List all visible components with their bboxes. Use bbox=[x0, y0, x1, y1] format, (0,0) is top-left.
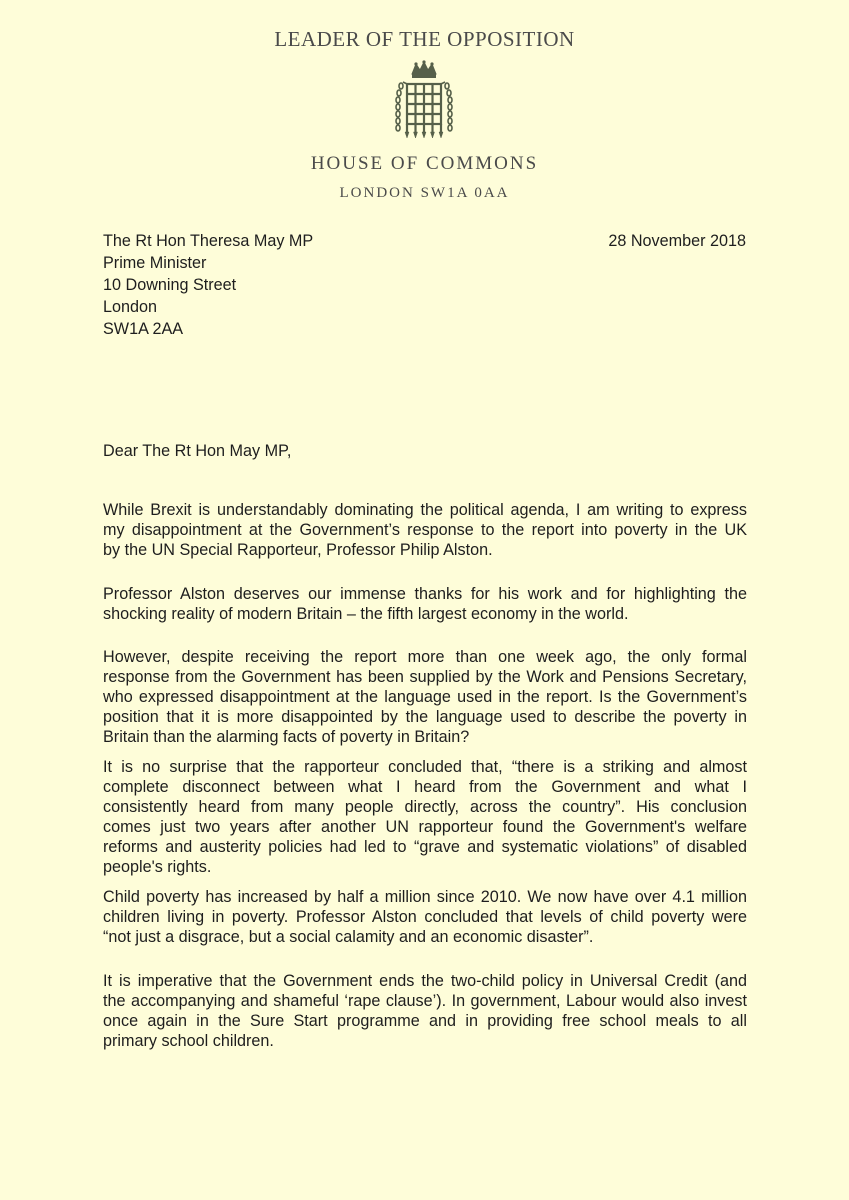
paragraph bbox=[103, 971, 747, 1051]
paragraph-line: shocking reality of modern Britain – the fifth largest economy in the world. bbox=[103, 605, 629, 623]
paragraph-line: my disappointment at the Government’s response to the report into poverty in the UK bbox=[103, 521, 747, 539]
paragraph-line: Child poverty has increased by half a million since 2010. We now have over 4.1 million bbox=[103, 888, 747, 906]
paragraph bbox=[103, 500, 747, 560]
paragraph bbox=[103, 584, 747, 624]
paragraph-line: “not just a disgrace, but a social calamity and an economic disaster”. bbox=[103, 928, 594, 946]
paragraph-line: who expressed disappointment at the language used in the report. Is the Government’s bbox=[103, 688, 747, 706]
paragraph-line: While Brexit is understandably dominating the political agenda, I am writing to express bbox=[103, 501, 747, 519]
paragraph-line: reforms and austerity policies had led to “grave and systematic violations” of disabled bbox=[103, 838, 747, 856]
recipient-city: London bbox=[103, 298, 158, 316]
paragraph-line: complete disconnect between what I heard from the Government and what I bbox=[103, 778, 747, 796]
paragraph-line: children living in poverty. Professor Alston concluded that levels of child poverty were bbox=[103, 908, 747, 926]
paragraph-line: position that it is more disappointed by the language used to describe the poverty in bbox=[103, 708, 747, 726]
paragraph-line: It is no surprise that the rapporteur concluded that, “there is a striking and almost bbox=[103, 758, 747, 776]
paragraph-line: consistently heard from many people directly, across the country”. His conclusion bbox=[103, 798, 747, 816]
paragraph-line: response from the Government has been supplied by the Work and Pensions Secretary, bbox=[103, 668, 747, 686]
paragraph-line: Britain than the alarming facts of poverty in Britain? bbox=[103, 728, 470, 746]
paragraph bbox=[103, 647, 747, 747]
paragraph-line: by the UN Special Rapporteur, Professor Philip Alston. bbox=[103, 541, 493, 559]
paragraph-line: people's rights. bbox=[103, 858, 212, 876]
paragraph-line: Professor Alston deserves our immense thanks for his work and for highlighting the bbox=[103, 585, 747, 603]
recipient-address bbox=[103, 230, 313, 340]
paragraph-line: However, despite receiving the report more than one week ago, the only formal bbox=[103, 648, 747, 666]
recipient-name: The Rt Hon Theresa May MP bbox=[103, 232, 314, 250]
paragraph-line: primary school children. bbox=[103, 1032, 274, 1050]
paragraph bbox=[103, 757, 747, 877]
letterhead-house: HOUSE OF COMMONS bbox=[310, 153, 539, 174]
paragraph bbox=[103, 887, 747, 947]
paragraph-line: the accompanying and shameful ‘rape clause’). In government, Labour would also invest bbox=[103, 992, 747, 1010]
paragraph-line: comes just two years after another UN rapporteur found the Government's welfare bbox=[103, 818, 747, 836]
letter-date: 28 November 2018 bbox=[608, 232, 746, 250]
recipient-role: Prime Minister bbox=[103, 254, 207, 272]
letterhead-address: LONDON SW1A 0AA bbox=[339, 185, 510, 201]
portcullis-icon bbox=[392, 60, 456, 142]
salutation: Dear The Rt Hon May MP, bbox=[103, 442, 292, 460]
letterhead-title: LEADER OF THE OPPOSITION bbox=[274, 27, 575, 51]
paragraph-line: once again in the Sure Start programme and in providing free school meals to all bbox=[103, 1012, 747, 1030]
recipient-street: 10 Downing Street bbox=[103, 276, 237, 294]
paragraph-line: It is imperative that the Government ends the two-child policy in Universal Credit (and bbox=[103, 972, 747, 990]
recipient-postcode: SW1A 2AA bbox=[103, 320, 184, 338]
